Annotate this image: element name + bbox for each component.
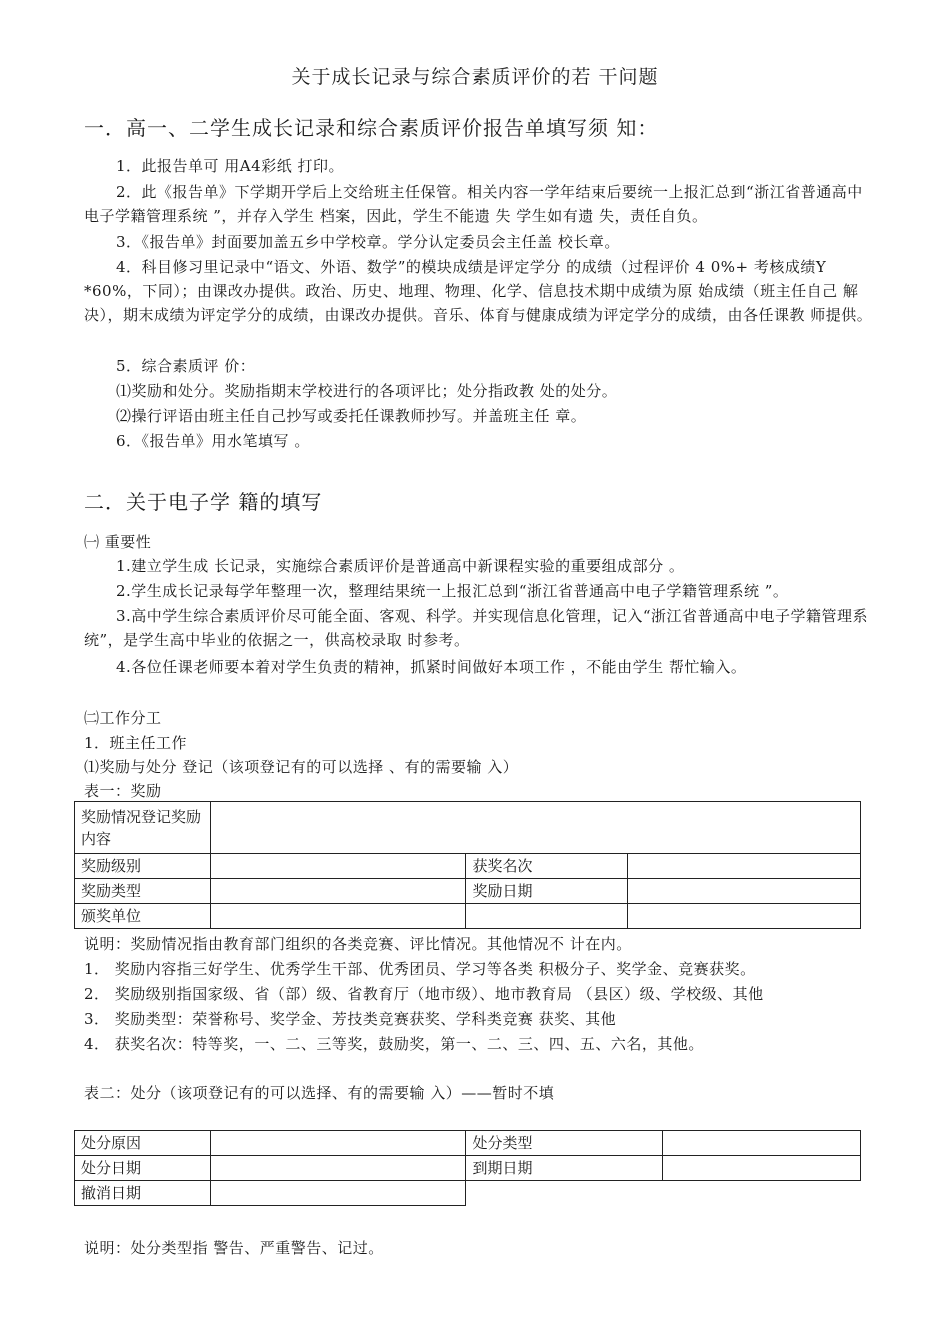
section1-item-3: 3．《报告单》封面要加盖五乡中学校章。学分认定委员会主任盖 校长章。	[116, 233, 620, 251]
reward-table	[74, 801, 861, 929]
reward-content-label: 奖励情况登记奖励内容	[75, 802, 211, 854]
table-row	[75, 802, 861, 854]
reward-issuer-cell[interactable]	[210, 904, 466, 929]
table1-note-3: 3． 奖励类型：荣誉称号、奖学金、芳技类竞赛获奖、学科类竞赛 获奖、其他	[84, 1010, 617, 1028]
section2-heading: 二．关于电子学 籍的填写	[84, 490, 323, 514]
reward-type-label: 奖励类型	[75, 879, 211, 904]
reward-registration-note: ⑴奖励与处分 登记（该项登记有的可以选择 、有的需要输 入）	[84, 758, 519, 776]
table1-note-4: 4． 获奖名次：特等奖，一、二、三等奖，鼓励奖，第一、二、三、四、五、六名，其他。	[84, 1035, 704, 1053]
punishment-reason-cell[interactable]	[210, 1131, 466, 1156]
importance-title: ㈠ 重要性	[84, 533, 152, 551]
section1-item-1: 1．此报告单可 用A4彩纸 打印。	[116, 157, 344, 175]
punishment-type-cell[interactable]	[663, 1131, 861, 1156]
reward-content-cell[interactable]	[210, 802, 860, 854]
table2-caption: 表二：处分（该项登记有的可以选择、有的需要输 入）——暂时不填	[84, 1084, 555, 1102]
punishment-type-label: 处分类型	[466, 1131, 663, 1156]
section1-item-5: 5．综合素质评 价：	[116, 357, 256, 375]
document-title: 关于成长记录与综合素质评价的若 干问题	[291, 66, 659, 88]
section1-item-5b: ⑵操行评语由班主任自己抄写或委托任课教师抄写。并盖班主任 章。	[116, 407, 587, 425]
reward-level-cell[interactable]	[210, 854, 466, 879]
table-row	[75, 1181, 861, 1206]
table-row	[75, 904, 861, 929]
section1-item-6: 6．《报告单》用水笔填写 。	[116, 432, 310, 450]
table1-note-intro: 说明：奖励情况指由教育部门组织的各类竞赛、评比情况。其他情况不 计在内。	[84, 935, 632, 953]
revoke-date-cell[interactable]	[210, 1181, 466, 1206]
empty-cell	[466, 904, 628, 929]
reward-date-cell[interactable]	[628, 879, 861, 904]
table1-note-2: 2． 奖励级别指国家级、省（部）级、省教育厅（地市级）、地市教育局 （县区）级、学校级、其他	[84, 985, 764, 1003]
section1-heading: 一．高一、二学生成长记录和综合素质评价报告单填写须 知：	[84, 116, 659, 140]
empty-cell	[466, 1181, 663, 1206]
importance-item-4: 4.各位任课老师要本着对学生负责的精神，抓紧时间做好本项工作 ，不能由学生 帮忙输入。	[116, 658, 747, 676]
punishment-date-cell[interactable]	[210, 1156, 466, 1181]
importance-item-3: 3.高中学生综合素质评价尽可能全面、客观、科学。并实现信息化管理，记入“浙江省普通高中电子学籍管理系统”，是学生高中毕业的依据之一，供高校录取 时参考。	[84, 607, 868, 649]
reward-date-label: 奖励日期	[466, 879, 628, 904]
expire-date-label: 到期日期	[466, 1156, 663, 1181]
importance-item-2: 2.学生成长记录每学年整理一次，整理结果统一上报汇总到“浙江省普通高中电子学籍管理系统 ”。	[116, 582, 789, 600]
table-row	[75, 854, 861, 879]
reward-level-label: 奖励级别	[75, 854, 211, 879]
reward-rank-cell[interactable]	[628, 854, 861, 879]
importance-item-1: 1.建立学生成 长记录，实施综合素质评价是普通高中新课程实验的重要组成部分 。	[116, 557, 685, 575]
table-row	[75, 879, 861, 904]
table1-caption: 表一：奖励	[84, 782, 162, 800]
revoke-date-label: 撤消日期	[75, 1181, 211, 1206]
table2-note: 说明：处分类型指 警告、严重警告、记过。	[84, 1239, 384, 1257]
headteacher-work: 1．班主任工作	[84, 734, 188, 752]
empty-cell	[663, 1181, 861, 1206]
reward-type-cell[interactable]	[210, 879, 466, 904]
section1-item-2: 2．此《报告单》下学期开学后上交给班主任保管。相关内容一学年结束后要统一上报汇总到“浙江省普通高中电子学籍管理系统 ”，并存入学生 档案，因此，学生不能遗 失 学生如有遗 失，责任自负。	[84, 183, 863, 225]
table-row	[75, 1131, 861, 1156]
reward-issuer-label: 颁奖单位	[75, 904, 211, 929]
table1-note-1: 1． 奖励内容指三好学生、优秀学生干部、优秀团员、学习等各类 积极分子、奖学金、竞赛获奖。	[84, 960, 756, 978]
section1-item-4: 4．科目修习里记录中“语文、外语、数学”的模块成绩是评定学分 的成绩（过程评价 4 0%+ 考核成绩Y *60%，下同）；由课改办提供。政治、历史、地理、物理、化学、信息技术期中成绩为原 始成绩（班主任自己 解决），期末成绩为评定学分的成绩，由课改办提供。音乐、体育与健康成绩为评定学分的成绩，由各任课教 师提供。	[84, 258, 873, 324]
table-row	[75, 1156, 861, 1181]
reward-rank-label: 获奖名次	[466, 854, 628, 879]
empty-cell	[628, 904, 861, 929]
punishment-reason-label: 处分原因	[75, 1131, 211, 1156]
expire-date-cell[interactable]	[663, 1156, 861, 1181]
punishment-date-label: 处分日期	[75, 1156, 211, 1181]
section1-item-5a: ⑴奖励和处分。奖励指期末学校进行的各项评比；处分指政教 处的处分。	[116, 382, 618, 400]
work-division-title: ㈡工作分工	[84, 709, 162, 727]
punishment-table	[74, 1130, 861, 1206]
